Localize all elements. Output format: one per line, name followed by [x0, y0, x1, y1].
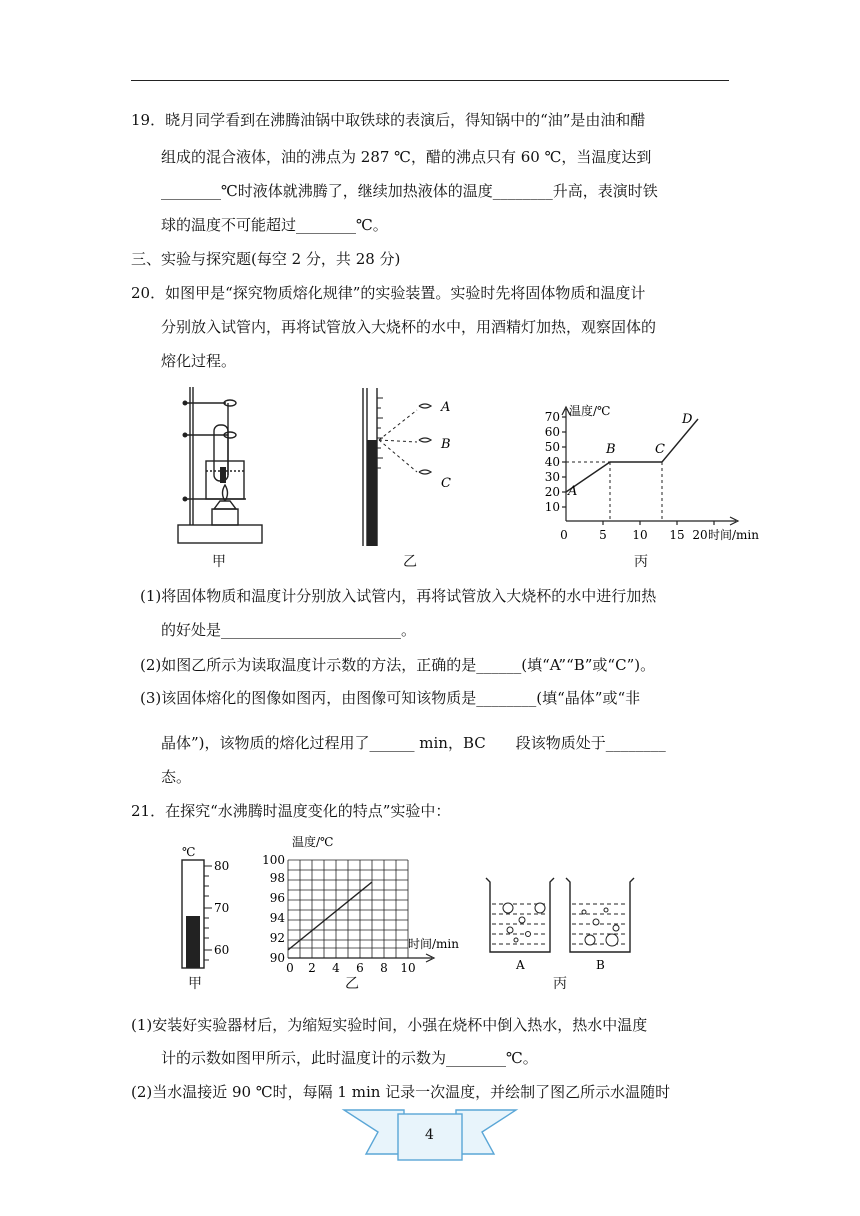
thermometer-reading-figure [355, 388, 465, 548]
q21-xtick: 4 [332, 961, 340, 972]
ytick: 70 [544, 410, 560, 424]
point-label-d: D [682, 412, 693, 427]
ytick: 60 [544, 425, 560, 439]
q21-ytick: 100 [262, 853, 285, 867]
beakers-figure [480, 872, 640, 974]
q20-line1: 20．如图甲是“探究物质熔化规律”的实验装置。实验时先将固体物质和温度计 [131, 284, 646, 302]
xtick: 5 [599, 528, 607, 542]
melting-curve [566, 419, 698, 492]
xtick: 10 [632, 528, 648, 542]
q20-p1-line1: (1)将固体物质和温度计分别放入试管内，再将试管放入大烧杯的水中进行加热 [140, 587, 657, 605]
q20-p2: (2)如图乙所示为读取温度计示数的方法，正确的是______(填“A”“B”或“C”)。 [140, 656, 656, 674]
ytick: 50 [544, 440, 560, 454]
fig-caption-jia: 甲 [212, 554, 226, 570]
q20-p1-line2: 的好处是________________________。 [161, 621, 417, 639]
q21-xtick: 8 [380, 961, 388, 972]
beaker-label-b: B [596, 958, 605, 972]
ytick: 30 [544, 470, 560, 484]
q20-line3: 熔化过程。 [161, 352, 237, 370]
q21-caption-yi: 乙 [345, 976, 359, 992]
q21-line1: 21．在探究“水沸腾时温度变化的特点”实验中： [131, 802, 451, 820]
q20-line2: 分别放入试管内，再将试管放入大烧杯的水中，用酒精灯加热，观察固体的 [161, 318, 657, 336]
page-number: 4 [425, 1127, 434, 1143]
q21-ytick: 98 [269, 871, 285, 885]
q21-graph-xlabel: 时间/min [408, 937, 459, 951]
q21-p1-line2: 计的示数如图甲所示，此时温度计的示数为________℃。 [161, 1049, 538, 1067]
q19-line4: 球的温度不可能超过________℃。 [161, 216, 388, 234]
section-heading: 三、实验与探究题(每空 2 分，共 28 分) [131, 250, 401, 268]
q20-p3-line1: (3)该固体熔化的图像如图丙，由图像可知该物质是________(填“晶体”或“非 [140, 689, 641, 707]
view-point-label-c: C [441, 476, 451, 491]
melting-graph [536, 395, 776, 545]
q21-xtick: 2 [308, 961, 316, 972]
beaker-label-a: A [516, 958, 525, 972]
q19-line1: 19．晓月同学看到在沸腾油锅中取铁球的表演后，得知锅中的“油”是由油和醋 [131, 111, 646, 129]
graph-ylabel: 温度/℃ [569, 404, 611, 418]
header-rule [131, 80, 729, 81]
q21-xtick: 0 [286, 961, 294, 972]
xtick: 0 [560, 528, 568, 542]
point-label-c: C [655, 442, 665, 457]
q19-line3: ________℃时液体就沸腾了，继续加热液体的温度________升高，表演时铁 [161, 182, 658, 200]
graph-xlabel: 时间/min [708, 528, 759, 542]
q21-ytick: 94 [269, 911, 285, 925]
thermo-unit: ℃ [182, 845, 196, 859]
xtick: 15 [669, 528, 685, 542]
ytick: 20 [544, 485, 560, 499]
thermometer-figure [172, 842, 242, 972]
ytick: 10 [544, 500, 560, 514]
fig-caption-bing: 丙 [634, 554, 648, 570]
point-label-b: B [606, 442, 616, 457]
temperature-grid-graph [258, 832, 468, 972]
q21-ytick: 90 [269, 951, 285, 965]
q21-p2-line1: (2)当水温接近 90 ℃时，每隔 1 min 记录一次温度，并绘制了图乙所示水温随时 [131, 1083, 671, 1101]
q21-xtick: 6 [356, 961, 364, 972]
view-point-label-a: A [441, 400, 451, 415]
thermo-tick: 70 [214, 901, 230, 915]
q21-ytick: 92 [269, 931, 285, 945]
q21-xtick: 10 [400, 961, 416, 972]
q21-p1-line1: (1)安装好实验器材后，为缩短实验时间，小强在烧杯中倒入热水，热水中温度 [131, 1016, 648, 1034]
fig-caption-yi: 乙 [403, 554, 417, 570]
apparatus-figure [170, 383, 270, 549]
view-point-label-b: B [441, 437, 451, 452]
q20-p3-line3: 态。 [161, 768, 192, 786]
q21-caption-jia: 甲 [188, 976, 202, 992]
q20-p3-line2: 晶体”)，该物质的熔化过程用了______ min，BC 段该物质处于________ [161, 734, 666, 752]
xtick: 20 [692, 528, 708, 542]
q19-line2: 组成的混合液体，油的沸点为 287 ℃，醋的沸点只有 60 ℃，当温度达到 [161, 148, 652, 166]
q21-ytick: 96 [269, 891, 285, 905]
q21-caption-bing: 丙 [553, 976, 567, 992]
q21-graph-ylabel: 温度/℃ [292, 835, 334, 849]
ytick: 40 [544, 455, 560, 469]
thermo-tick: 80 [214, 859, 230, 873]
thermo-tick: 60 [214, 943, 230, 957]
point-label-a: A [568, 484, 578, 499]
